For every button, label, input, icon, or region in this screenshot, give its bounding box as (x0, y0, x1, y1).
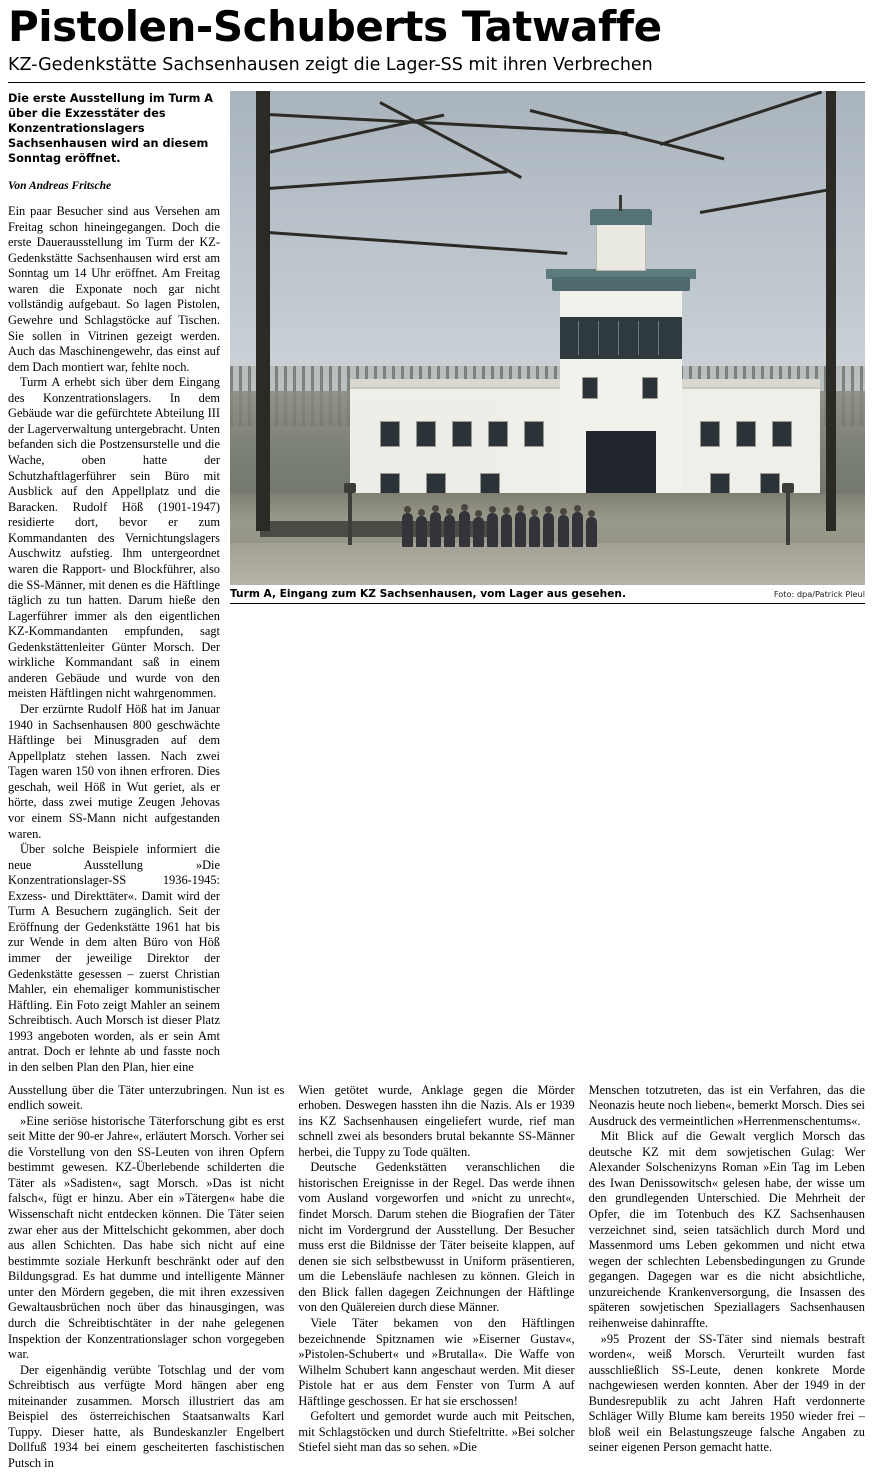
paragraph: Der erzürnte Rudolf Höß hat im Januar 1940 in Sachsenhausen 800 geschwächte Häftlinge bei Minusgraden auf dem Appellplatz stehen lassen. Nach zwei Tagen waren 150 von ihnen erfroren. Dies geschah, weil Höß in Wut geriet, als er hörte, dass zwei mutige Zeugen Jehovas vor einem SS-Mann nicht aufgestanden waren. (8, 702, 220, 841)
lead-column (8, 91, 230, 1076)
building-window (416, 421, 436, 447)
body-columns (8, 1083, 865, 1478)
roof-finial (619, 195, 622, 211)
building-window (452, 421, 472, 447)
photo-caption: Turm A, Eingang zum KZ Sachsenhausen, vom Lager aus gesehen. (230, 587, 626, 600)
paragraph: Wien getötet wurde, Anklage gegen die Mörder erhoben. Deswegen hassten ihn die Nazis. Als er 1939 ins KZ Sachsenhausen eingeliefert wurde, rief man schnell zwei als besonders brutal bekannte SS-Männer herbei, die Tuppy zu Tode quälten. (298, 1082, 575, 1159)
column-4 (589, 1083, 865, 1472)
building-window (700, 421, 720, 447)
lead-paragraph: Die erste Ausstellung im Turm A über die Exzesstäter des Konzentrationslagers Sachsenhausen wird an diesem Sonntag eröffnet. (8, 91, 214, 166)
paragraph: »Eine seriöse historische Täterforschung gibt es erst seit Mitte der 90-er Jahre«, erläutert Morsch. Vorher sei die Vorstellung von den SS-Leuten von ihren Opfern bestimmt gewesen. KZ-Überlebende schilderten die Täter als »Sadisten«, sagt Morsch. »Das ist nicht falsch«, fügt er hinzu. Aber ein »Tätergen« habe die Wissenschaft nicht entdecken können. Die Täter seien zwar eher aus der Mittelschicht gekommen, aber doch aus allen Schichten. Das habe sich nicht auf eine bestimmte soziale Herkunft beschränkt oder auf den Bildungsgrad. Es hat dumme und intelligente Männer unter den Mördern gegeben, die mit ihren exzessiven Gewaltausbrüchen noch über das hinausgingen, was durch die Schreibtischtäter in der nahe gelegenen Inspektion der Konzentrationslager schon vorgegeben war. (8, 1113, 285, 1362)
header-divider (8, 82, 865, 83)
foreground-tree-trunk (826, 91, 836, 531)
visitor-group (402, 485, 602, 547)
lead-column-body (8, 204, 220, 1076)
building-window (524, 421, 544, 447)
paragraph: Mit Blick auf die Gewalt verglich Morsch das deutsche KZ mit dem sowjetischen Gulag: Wer Alexander Solschenizyns Roman »Ein Tag im Leben des Iwan Denissowitsch« gelesen habe, der wisse um den grundlegenden Unterschied. Die Mehrheit der Opfer, die im Totenbuch des KZ Sachsenhausen verzeichnet sind, seien tatsächlich durch Mord und Massenmord ums Leben gekommen und nicht etwa wegen der schlechten Lebensbedingungen zu Grunde gegangen. Dagegen war es die nicht absichtliche, unzureichende Krankenversorgung, die Insassen des späteren sowjetischen Speziallagers Sachsenhausen reihenweise dahinraffte. (588, 1129, 865, 1330)
top-section (8, 91, 865, 1076)
column-2 (8, 1083, 284, 1472)
page-title: Pistolen-Schuberts Tatwaffe (8, 2, 662, 51)
paragraph: Ausstellung über die Täter unterzubringen. Nun ist es endlich soweit. (8, 1082, 285, 1113)
paragraph: Der eigenhändig verübte Totschlag und der vom Schreibtisch aus verfügte Mord hängen aber eng miteinander zusammen. Morsch illustriert das am Beispiel des österreichischen Staatsanwalts Karl Tuppy. Dieser hatte, als Bundeskanzler Engelbert Dollfuß 1934 bei einem gescheiterten faschistischen Putsch in (8, 1362, 285, 1471)
photo-lamp-post (786, 491, 790, 545)
building-window (488, 421, 508, 447)
tower-roof (552, 277, 690, 291)
building-window (772, 421, 792, 447)
photo-caption-row (230, 585, 865, 600)
subheadline: KZ-Gedenkstätte Sachsenhausen zeigt die Lager-SS mit ihren Verbrechen (8, 54, 653, 75)
paragraph: Über solche Beispiele informiert die neue Ausstellung »Die Konzentrationslager-SS 1936-1945: Exzess- und Direkttäter«. Damit wird der Turm A Besuchern zugänglich. Seit der Eröffnung der Gedenkstätte 1961 hat bis zur Wende in dem alten Büro von Höß immer der jeweilige Direktor der Gedenkstätte gesessen – zuerst Christian Mahler, ein ehemaliger kommunistischer Häftling. Ein Foto zeigt Mahler an seinem Schreibtisch. Auch Morsch ist dieser Platz 1993 angeboten worden, als er sein Amt antrat. Doch er lehnte ab und fasste noch in den selben Plan den Plan, hier eine (8, 842, 220, 1074)
paragraph: Viele Täter bekamen von den Häftlingen bezeichnende Spitznamen wie »Eiserner Gustav«, »Pistolen-Schubert« und »Brutalla«. Die Waffe von Wilhelm Schubert kann angeschaut werden. Mit dieser Pistole hat er aus dem Fenster von Turm A auf Häftlinge geschossen. Er hat sie erschossen! (298, 1315, 575, 1408)
foreground-tree-trunk (256, 91, 270, 531)
caption-divider (230, 603, 865, 604)
tower-window (582, 377, 598, 399)
photo-credit: Foto: dpa/Patrick Pleul (773, 588, 865, 599)
photo-column (230, 91, 865, 604)
paragraph: Deutsche Gedenkstätten veranschlichen die historischen Ereignisse in der Regel. Das werde ihnen vom Ausland vorgeworfen und »nicht zu unrecht«, findet Morsch. Darum stehen die Biografien der Täter nicht im Vordergrund der Ausstellung. Der Besucher muss erst die Bildnisse der Täter beiseite klappen, auf denen sie sich selbstbewusst in Uniform präsentieren, um die Lebensläufe nachlesen zu können. Gleich in den Blick fallen dagegen Zeichnungen der Häftlinge von den Quälereien durch diese Männer. (298, 1160, 575, 1315)
paragraph: Menschen totzutreten, das ist ein Verfahren, das die Neonazis heute noch lieben«, bemerkt Morsch. Dies sei Ausdruck des vermeintlichen »Herrenmenschentums«. (588, 1082, 865, 1128)
tower-window (642, 377, 658, 399)
cupola-roof (590, 209, 652, 225)
tower-window-band (560, 317, 682, 359)
tower-cupola (596, 223, 646, 271)
paragraph: Gefoltert und gemordet wurde auch mit Peitschen, mit Schlagstöcken und durch Stiefeltritte. »Bei solcher Stiefel sieht man das so sehen. »Die (298, 1409, 575, 1455)
photo-path (230, 543, 865, 585)
paragraph: »95 Prozent der SS-Täter sind niemals bestraft worden«, weiß Morsch. Verurteilt wurden fast ausschließlich SS-Leute, denen konkrete Morde nachgewiesen werden konnten. Aber der 1949 in der Bundesrepublik zu acht Jahren Haft verdonnerte Schläger Willy Blume kam bereits 1950 wieder frei – bloß weil ein Belastungszeuge falsche Angaben zu seiner eigenen Person gemacht hatte. (588, 1331, 865, 1455)
building-window (380, 421, 400, 447)
article-photo (230, 91, 865, 585)
byline: Von Andreas Fritsche (8, 180, 112, 193)
column-3 (298, 1083, 574, 1472)
paragraph: Turm A erhebt sich über dem Eingang des Konzentrationslagers. In dem Gebäude war die gefürchtete Abteilung III der Lagerverwaltung untergebracht. Unten befanden sich die Postzensurstelle und die Wache, oben hatte der Schutzhaftlagerführer sein Büro mit Ausblick auf den Appellplatz und die Baracken. Rudolf Höß (1901-1947) residierte dort, bevor er zum Kommandanten des Vernichtungslagers Auschwitz aufstieg. Ihm untergeordnet waren die Rapport- und Blockführer, also die SS-Männer, mit denen es die Häftlinge täglich zu tun hatten. Darum hieße den Lagerführer immer als den eigentlichen KZ-Kommandanten empfunden, sagt Gedenkstättenleiter Günter Morsch. Der wirkliche Kommandant saß in einem anderen Gebäude und wurde von den meisten Häftlingen nicht wahrgenommen. (8, 375, 220, 701)
paragraph: Ein paar Besucher sind aus Versehen am Freitag schon hineingegangen. Doch die erste Dauerausstellung im Turm der KZ-Gedenkstätte Sachsenhausen wird erst am Sonntag um 14 Uhr eröffnet. Am Freitag waren die Exponate noch gar nicht vollständig aufgebaut. So lagen Pistolen, Gewehre und Schlagstöcke auf Tischen. Sie sollen in Vitrinen gezeigt werden. Auch das Maschinengewehr, das einst auf dem Dach montiert war, fehlte noch. (8, 204, 220, 374)
building-window (736, 421, 756, 447)
photo-lamp-post (348, 491, 352, 545)
